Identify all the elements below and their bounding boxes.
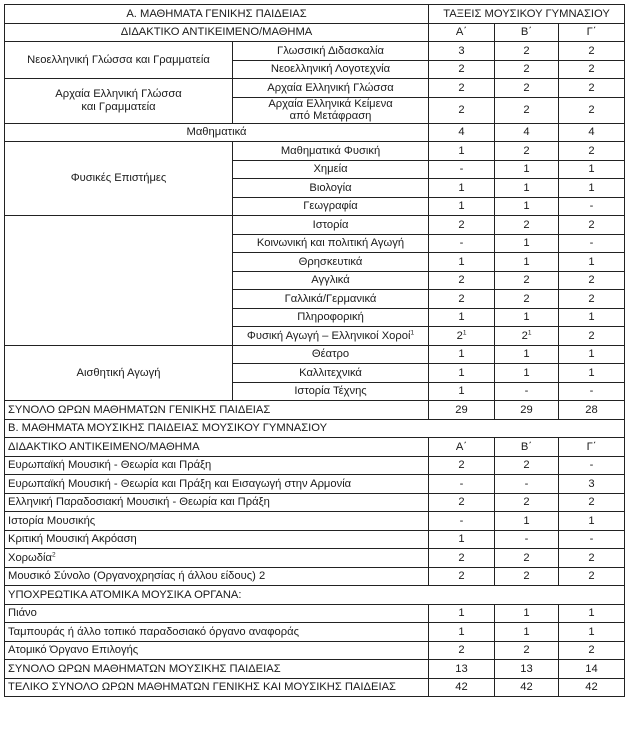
- subject-label: Αρχαία Ελληνική Γλώσσα: [233, 79, 429, 98]
- hours-a: 1: [429, 308, 495, 327]
- hours-c: 2: [559, 549, 625, 568]
- hours-b: 2: [495, 641, 559, 660]
- hours-a: 2: [429, 493, 495, 512]
- hours-a: 2: [429, 549, 495, 568]
- hours-c: -: [559, 234, 625, 253]
- footnote-mark: 2: [51, 550, 56, 558]
- hours-c: -: [559, 197, 625, 216]
- hours-b: 1: [495, 234, 559, 253]
- hours-b: 1: [495, 160, 559, 179]
- hours-b: 2: [495, 567, 559, 586]
- subject-label: Κοινωνική και πολιτική Αγωγή: [233, 234, 429, 253]
- subject-label: Μουσικό Σύνολο (Οργανοχρησίας ή άλλου είδους) 2: [5, 567, 429, 586]
- subject-label: Γεωγραφία: [233, 197, 429, 216]
- section-a-title-row: [5, 5, 625, 24]
- subject-label: Ιστορία: [233, 216, 429, 235]
- group-blank: [5, 216, 233, 346]
- hours-c: 2: [559, 493, 625, 512]
- group-ancient-line1: Αρχαία Ελληνική Γλώσσα: [55, 88, 182, 101]
- subject-label: Ιστορία Τέχνης: [233, 382, 429, 401]
- subject-label: Ελληνική Παραδοσιακή Μουσική - Θεωρία και Πράξη: [5, 493, 429, 512]
- hours-b-value: 2: [521, 329, 528, 342]
- hours-b: 2: [495, 290, 559, 309]
- grade-b-header: Β΄: [495, 23, 559, 42]
- grade-a-header: Α΄: [429, 23, 495, 42]
- hours-b: 1: [495, 604, 559, 623]
- hours-c: -: [559, 456, 625, 475]
- hours-a: 1: [429, 197, 495, 216]
- hours-a: 4: [429, 123, 495, 142]
- hours-c: 2: [559, 216, 625, 235]
- hours-a: 2: [429, 567, 495, 586]
- hours-c: 1: [559, 364, 625, 383]
- table-row: [5, 493, 625, 512]
- hours-c: 1: [559, 308, 625, 327]
- table-row: [5, 123, 625, 142]
- section-b-title-row: [5, 419, 625, 438]
- subject-label: Κριτική Μουσική Ακρόαση: [5, 530, 429, 549]
- grand-total-label: ΤΕΛΙΚΟ ΣΥΝΟΛΟ ΩΡΩΝ ΜΑΘΗΜΑΤΩΝ ΓΕΝΙΚΗΣ ΚΑΙ ΜΟΥΣΙΚΗΣ ΠΑΙΔΕΙΑΣ: [5, 678, 429, 697]
- group-ancient-line2: και Γραμματεία: [81, 100, 156, 113]
- hours-a: 3: [429, 42, 495, 61]
- hours-c: 2: [559, 60, 625, 79]
- hours-b: 1: [495, 179, 559, 198]
- section-a-header-row: [5, 23, 625, 42]
- table-row: [5, 216, 625, 235]
- hours-a: 2: [429, 271, 495, 290]
- instruments-header-row: [5, 586, 625, 605]
- hours-c: 3: [559, 475, 625, 494]
- hours-b: 13: [495, 660, 559, 679]
- instruments-header: ΥΠΟΧΡΕΩΤΙΚΑ ΑΤΟΜΙΚΑ ΜΟΥΣΙΚΑ ΟΡΓΑΝΑ:: [5, 586, 625, 605]
- hours-a: 1: [429, 382, 495, 401]
- hours-a: 2: [429, 216, 495, 235]
- table-row: [5, 567, 625, 586]
- total-label: ΣΥΝΟΛΟ ΩΡΩΝ ΜΑΘΗΜΑΤΩΝ ΜΟΥΣΙΚΗΣ ΠΑΙΔΕΙΑΣ: [5, 660, 429, 679]
- subject-label: Μαθηματικά Φυσική: [233, 142, 429, 161]
- hours-b: 1: [495, 364, 559, 383]
- section-a-total-row: [5, 401, 625, 420]
- hours-a: 1: [429, 530, 495, 549]
- hours-a: 29: [429, 401, 495, 420]
- hours-c: 2: [559, 327, 625, 346]
- hours-b: 1: [495, 623, 559, 642]
- hours-b: 2: [495, 97, 559, 123]
- hours-b: 1: [495, 345, 559, 364]
- hours-c: 2: [559, 271, 625, 290]
- hours-c: 1: [559, 604, 625, 623]
- subject-label: [233, 327, 429, 346]
- grade-c-header: Γ΄: [559, 438, 625, 457]
- hours-a: 1: [429, 179, 495, 198]
- hours-b: 1: [495, 308, 559, 327]
- subject-header: ΔΙΔΑΚΤΙΚΟ ΑΝΤΙΚΕΙΜΕΝΟ/ΜΑΘΗΜΑ: [5, 438, 429, 457]
- hours-a: 2: [429, 290, 495, 309]
- hours-a: -: [429, 512, 495, 531]
- total-label: ΣΥΝΟΛΟ ΩΡΩΝ ΜΑΘΗΜΑΤΩΝ ΓΕΝΙΚΗΣ ΠΑΙΔΕΙΑΣ: [5, 401, 429, 420]
- hours-b: 2: [495, 79, 559, 98]
- grade-b-header: Β΄: [495, 438, 559, 457]
- table-row: [5, 549, 625, 568]
- hours-b: -: [495, 530, 559, 549]
- instrument-label: Ατομικό Όργανο Επιλογής: [5, 641, 429, 660]
- subject-label: Ιστορία Μουσικής: [5, 512, 429, 531]
- hours-b: 4: [495, 123, 559, 142]
- subject-label-line1: Αρχαία Ελληνικά Κείμενα: [268, 97, 393, 110]
- hours-a: -: [429, 234, 495, 253]
- table-row: [5, 512, 625, 531]
- section-b-total-row: [5, 660, 625, 679]
- instrument-label: Πιάνο: [5, 604, 429, 623]
- subject-label: Ευρωπαϊκή Μουσική - Θεωρία και Πράξη και Εισαγωγή στην Αρμονία: [5, 475, 429, 494]
- instrument-label: Ταμπουράς ή άλλο τοπικό παραδοσιακό όργανο αναφοράς: [5, 623, 429, 642]
- hours-c: 2: [559, 567, 625, 586]
- hours-b: 2: [495, 42, 559, 61]
- hours-a: 2: [429, 97, 495, 123]
- subject-label: Βιολογία: [233, 179, 429, 198]
- footnote-mark: 1: [410, 328, 415, 336]
- hours-b: 1: [495, 512, 559, 531]
- hours-a: 1: [429, 623, 495, 642]
- section-a-title: Α. ΜΑΘΗΜΑΤΑ ΓΕΝΙΚΗΣ ΠΑΙΔΕΙΑΣ: [5, 5, 429, 24]
- subject-label: Θέατρο: [233, 345, 429, 364]
- hours-c: -: [559, 382, 625, 401]
- hours-c: 2: [559, 641, 625, 660]
- hours-b: 2: [495, 142, 559, 161]
- subject-label: Νεοελληνική Λογοτεχνία: [233, 60, 429, 79]
- hours-a: -: [429, 475, 495, 494]
- hours-c: 2: [559, 42, 625, 61]
- subject-label: Ευρωπαϊκή Μουσική - Θεωρία και Πράξη: [5, 456, 429, 475]
- hours-c: 2: [559, 79, 625, 98]
- hours-b: 2: [495, 493, 559, 512]
- subject-label: Γαλλικά/Γερμανικά: [233, 290, 429, 309]
- grade-c-header: Γ΄: [559, 23, 625, 42]
- hours-a: [429, 327, 495, 346]
- hours-b: 1: [495, 253, 559, 272]
- hours-b: 1: [495, 197, 559, 216]
- hours-a: 42: [429, 678, 495, 697]
- table-row: [5, 475, 625, 494]
- hours-a-value: 2: [456, 329, 463, 342]
- table-row: [5, 641, 625, 660]
- hours-c: 2: [559, 97, 625, 123]
- hours-a: 1: [429, 253, 495, 272]
- subject-header: ΔΙΔΑΚΤΙΚΟ ΑΝΤΙΚΕΙΜΕΝΟ/ΜΑΘΗΜΑ: [5, 23, 429, 42]
- hours-c: 1: [559, 623, 625, 642]
- grand-total-row: [5, 678, 625, 697]
- table-row: [5, 142, 625, 161]
- hours-c: 4: [559, 123, 625, 142]
- subject-label: Θρησκευτικά: [233, 253, 429, 272]
- table-row: [5, 345, 625, 364]
- hours-c: -: [559, 530, 625, 549]
- table-row: [5, 42, 625, 61]
- grade-a-header: Α΄: [429, 438, 495, 457]
- hours-c: 2: [559, 142, 625, 161]
- subject-label-text: Χορωδία: [8, 551, 52, 564]
- hours-c: 1: [559, 179, 625, 198]
- hours-a: 2: [429, 641, 495, 660]
- hours-b: 2: [495, 456, 559, 475]
- hours-c: 14: [559, 660, 625, 679]
- section-b-title: Β. ΜΑΘΗΜΑΤΑ ΜΟΥΣΙΚΗΣ ΠΑΙΔΕΙΑΣ ΜΟΥΣΙΚΟΥ ΓΥΜΝΑΣΙΟΥ: [5, 419, 625, 438]
- table-row: [5, 79, 625, 98]
- hours-b: -: [495, 382, 559, 401]
- hours-a: 1: [429, 604, 495, 623]
- footnote-mark: 1: [527, 328, 532, 336]
- subject-label: Καλλιτεχνικά: [233, 364, 429, 383]
- hours-b: 42: [495, 678, 559, 697]
- hours-c: 1: [559, 160, 625, 179]
- hours-b: [495, 327, 559, 346]
- subject-label: Χημεία: [233, 160, 429, 179]
- subject-label: Μαθηματικά: [5, 123, 429, 142]
- subject-label: [233, 97, 429, 123]
- hours-a: 1: [429, 142, 495, 161]
- section-b-header-row: [5, 438, 625, 457]
- group-sciences: Φυσικές Επιστήμες: [5, 142, 233, 216]
- subject-label-text: Φυσική Αγωγή – Ελληνικοί Χοροί: [246, 329, 411, 342]
- hours-b: 2: [495, 549, 559, 568]
- hours-c: 1: [559, 253, 625, 272]
- subject-label: Πληροφορική: [233, 308, 429, 327]
- hours-a: 13: [429, 660, 495, 679]
- hours-c: 1: [559, 512, 625, 531]
- hours-a: 2: [429, 60, 495, 79]
- hours-a: -: [429, 160, 495, 179]
- group-ancient: [5, 79, 233, 124]
- hours-a: 2: [429, 456, 495, 475]
- hours-b: -: [495, 475, 559, 494]
- hours-a: 2: [429, 79, 495, 98]
- footnote-mark: 1: [462, 328, 467, 336]
- table-row: [5, 604, 625, 623]
- group-greek: Νεοελληνική Γλώσσα και Γραμματεία: [5, 42, 233, 79]
- classes-header: ΤΑΞΕΙΣ ΜΟΥΣΙΚΟΥ ΓΥΜΝΑΣΙΟΥ: [429, 5, 625, 24]
- hours-b: 2: [495, 60, 559, 79]
- subject-label: Αγγλικά: [233, 271, 429, 290]
- hours-b: 2: [495, 216, 559, 235]
- hours-c: 42: [559, 678, 625, 697]
- subject-label-line2: από Μετάφραση: [289, 110, 372, 122]
- subject-label: Γλωσσική Διδασκαλία: [233, 42, 429, 61]
- table-row: [5, 530, 625, 549]
- subject-label: [5, 549, 429, 568]
- group-arts: Αισθητική Αγωγή: [5, 345, 233, 401]
- hours-b: 29: [495, 401, 559, 420]
- curriculum-hours-table: [4, 4, 625, 697]
- hours-c: 2: [559, 290, 625, 309]
- hours-a: 1: [429, 364, 495, 383]
- table-row: [5, 623, 625, 642]
- hours-c: 28: [559, 401, 625, 420]
- hours-c: 1: [559, 345, 625, 364]
- table-row: [5, 456, 625, 475]
- hours-a: 1: [429, 345, 495, 364]
- hours-b: 2: [495, 271, 559, 290]
